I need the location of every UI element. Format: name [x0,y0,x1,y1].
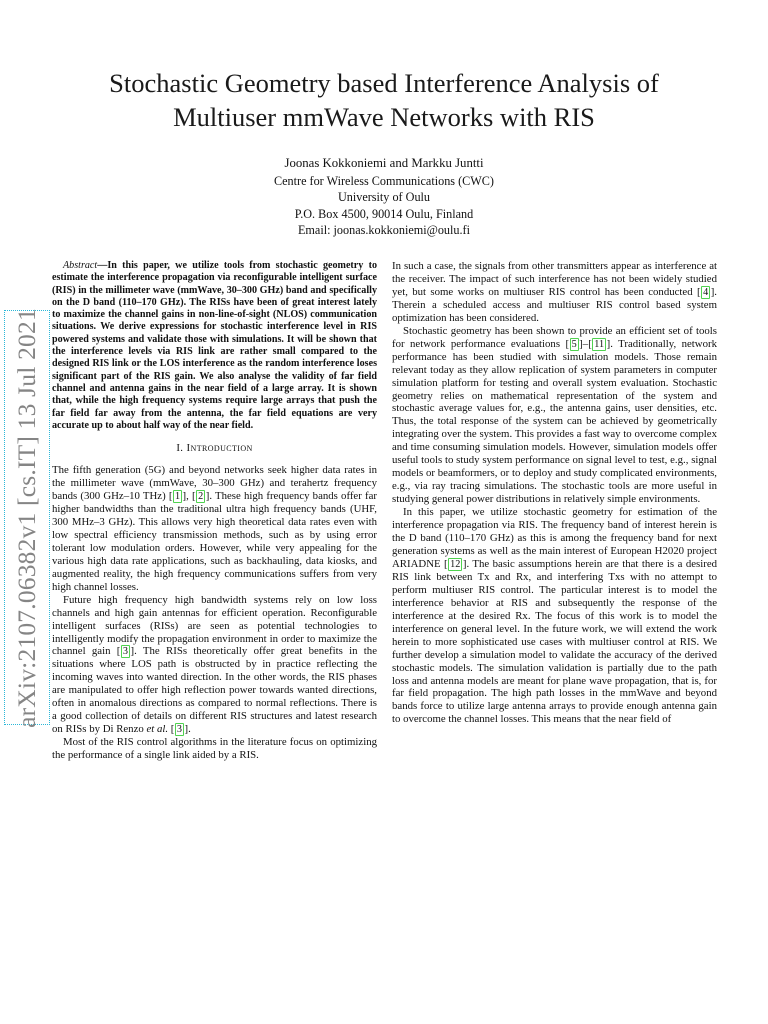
left-column [52,260,377,762]
arxiv-identifier[interactable]: arXiv:2107.06382v1 [cs.IT] 13 Jul 2021 [12,307,41,728]
paragraph-text: – [582,337,589,350]
citation-link[interactable]: 4 [703,286,709,298]
et-al-italic: et al. [146,723,169,736]
paragraph-text: In such a case, the signals from other transmitters appear as interference at the receiver. The impact of such interference has not been widely studied yet, but some works on multiuser RIS control has been conducted [392,260,717,298]
paragraph-text: . Therein a scheduled access and multiuser RIS control based system optimization has been considered. [392,285,717,324]
author-block [184,155,584,239]
section-heading-introduction [52,442,377,455]
paragraph-text: . Traditionally, network performance has been studied with simulation models. Those remain relevant today as they allow replication of system parameters in computer simulation platform for testing and overall system evaluation. Stochastic geometry relies on mathematical representation of the system and stochastic average values for, e.g., the antenna gains, user densities, etc. Thus, the total response of the system can be achieved by geometrically integrating over the system. This provides a fast way to overcome complex and time consuming simulation models. However, simulation models offer useful tools to study system performance on signal level to test, e.g., signal models or beamformers, or to deploy and study complicated environments, e.g., via ray tracing simulations. The stochastic tools are more useful in studying general power distributions in relatively simple environments. [392,337,717,506]
section-title: Introduction [186,442,253,455]
paragraph-text: . [188,723,191,736]
affiliation: Centre for Wireless Communications (CWC) [274,173,494,188]
intro-paragraph-4: Stochastic geometry has been shown to provide an efficient set of tools for network performance evaluations [ 5 ]–[ 11 ]. Traditionally, network performance has been studied with simulation models. Those remain relevant today as they allow replication of system parameters in computer simulation platform for testing and overall system evaluation. Stochastic geometry relies on mathematical representation of the system and stochastic average values for, e.g., the antenna gains, user densities, etc. Thus, the total response of the system can be achieved by geometrically integrating over the system. This provides a fast way to overcome complex and time consuming simulation models. However, simulation models offer useful tools to study system performance on signal level to test, e.g., signal models or beamformers, or to deploy and study complicated environments, e.g., via ray tracing simulations. The stochastic tools are more useful in studying general power distributions in relatively simple environments. [392,324,717,506]
citation-link[interactable]: 2 [198,491,204,503]
author-names: Joonas Kokkoniemi and Markku Juntti [284,156,484,170]
author-email: Email: joonas.kokkoniemi@oulu.fi [297,223,470,238]
citation-link[interactable]: 1 [174,491,181,503]
university: University of Oulu [337,190,431,205]
postal-address: P.O. Box 4500, 90014 Oulu, Finland [294,206,474,221]
paragraph-text: Stochastic geometry has been shown to provide an efficient set of tools for network performance evaluations [392,324,717,350]
paper-title [40,66,728,134]
paragraph-text: . These high frequency bands offer far higher bandwidths than the traditional ultra high frequency bands (UHF, 300 MHz–3 GHz). This allows very high theoretical data rates even with low spectral efficiency transmission methods, such as by using error tolerant low modulation orders. However, while very appealing for the various high data rate applications, such as backhauling, data kiosks, and augmented reality, the high frequency communications suffers from very high channel losses. [52,490,377,593]
abstract-label: Abstract [63,260,98,271]
intro-paragraph-1: The fifth generation (5G) and beyond networks seek higher data rates in the millimeter wave (mmWave, 30–300 GHz) and terahertz frequency bands (300 GHz–10 THz) [ 1 ], [ 2 ]. These high frequency bands offer far higher bandwidths than the traditional ultra high frequency bands (UHF, 300 MHz–3 GHz). This allows very high theoretical data rates even with low spectral efficiency transmission methods, such as by using error tolerant low modulation orders. However, while very appealing for the various high data rate applications, such as backhauling, data kiosks, and augmented reality, the high frequency communications suffers from very high channel losses. [52,464,377,593]
paragraph-text: . The RISs theoretically offer great benefits in the situations where LOS path is obstructed by in practice reflecting the incoming waves into wanted direction. In the other words, the RIS phases are manipulated to offer high reflection power towards wanted directions, often in anomalous directions as compared to normal reflections. There is a good collection of details on different RIS structures and latest research on RISs by Di Renzo [52,645,377,736]
title-line-2: Multiuser mmWave Networks with RIS [173,102,595,132]
intro-paragraph-3-continued: In such a case, the signals from other transmitters appear as interference at the receiver. The impact of such interference has not been widely studied yet, but some works on multiuser RIS control has been conducted [ 4 ]. Therein a scheduled access and multiuser RIS control based system optimization has been considered. [392,260,717,324]
section-numeral: I. [176,442,187,455]
intro-paragraph-3: Most of the RIS control algorithms in the literature focus on optimizing the performance of a single link aided by a RIS. [52,736,377,762]
arxiv-sidebar-stamp[interactable] [4,307,50,728]
abstract [52,260,377,432]
paragraph-text: In this paper, we utilize stochastic geometry for estimation of the interference propagation via RIS. The frequency band of interest herein is the D band (110–170 GHz) as this is among the frequency band for next generation systems as well as the main interest of European H2020 project ARIADNE [392,506,717,570]
paragraph-text [168,723,171,735]
citation-link[interactable]: 11 [594,338,605,350]
title-line-1: Stochastic Geometry based Interference Analysis of [109,68,659,98]
paragraph-text: The fifth generation (5G) and beyond networks seek higher data rates in the millimeter wave (mmWave, 30–300 GHz) and terahertz frequency bands (300 GHz–10 THz) [52,464,377,503]
abstract-text: —In this paper, we utilize tools from stochastic geometry to estimate the interference propagation via reconfigurable intelligent surface (RIS) in the millimeter wave (mmWave, 30–300 GHz) band and specifically on the D band (110–170 GHz). The RISs have been of great interest lately to maximize the channel gains in non-line-of-sight (NLOS) communication situations. We derive expressions for stochastic interference level in RIS powered systems and validate those with simulations. It will be shown that the interference levels via RIS link are rather small compared to the designed RIS link or the LOS interference as the random interference loses significant part of the RIS gain. We also analyse the validity of far field channel and antenna gains in the near field of a large array. It is shown that, while the high frequency systems require large arrays that push the far field far away from the antenna, the far field equations are very accurate up to about half way of the near field. [52,260,377,431]
intro-paragraph-5: In this paper, we utilize stochastic geometry for estimation of the interference propagation via RIS. The frequency band of interest herein is the D band (110–170 GHz) as this is among the frequency band for next generation systems as well as the main interest of European H2020 project ARIADNE [ 12 ]. The basic assumptions herein are that there is a desired RIS link between Tx and Rx, and interfering Txs with no attempt to perform multiuser RIS control. The particular interest is to model the interference behavior at RIS and subsequently the response of the interference at the desired Rx. The focus of this work is to model the interference on general level. In the future work, we will extend the work herein to more sophisticated use cases with multiuser control at RIS. We further develop a simulation model to validate the accuracy of the derived stochastic models. The simulation validation is partially due to the path loss and antenna models are meant for plane wave propagation, that is, for far field propagation. The high path losses in the mmWave and beyond bands force to utilize large antenna arrays to provide enough antenna gain to overcome the channel losses. This means that the near field of [392,506,718,726]
right-column [392,260,717,726]
citation-link[interactable]: 12 [450,558,461,570]
citation-link[interactable]: 5 [571,338,577,350]
paragraph-text: Future high frequency high bandwidth systems rely on low loss channels and high gain antennas for efficient operation. Reconfigurable intelligent surfaces (RISs) are seen as potential technologies to intelligently modify the propagation environment in order to maximize the channel gain [52,593,377,658]
citation-link[interactable]: 3 [176,724,182,736]
intro-paragraph-2: Future high frequency high bandwidth systems rely on low loss channels and high gain antennas for efficient operation. Reconfigurable intelligent surfaces (RISs) are seen as potential technologies to intelligently modify the propagation environment in order to maximize the channel gain [ 3 ]. The RISs theoretically offer great benefits in the situations where LOS path is obstructed by in practice reflecting the incoming waves into wanted direction. In the other words, the RIS phases are manipulated to offer high reflection power towards wanted directions, often in anomalous directions as compared to normal reflections. There is a good collection of details on different RIS structures and latest research on RISs by Di Renzo et al. [ 3 ]. [52,593,377,736]
paragraph-text: . The basic assumptions herein are that there is a desired RIS link between Tx and Rx, and interfering Txs with no attempt to perform multiuser RIS control. The particular interest is to model the interference behavior at RIS and subsequently the response of the interference at the desired Rx. The focus of this work is to model the interference on general level. In the future work, we will extend the work herein to more sophisticated use cases with multiuser control at RIS. We further develop a simulation model to validate the accuracy of the derived stochastic models. The simulation validation is partially due to the path loss and antenna models are meant for plane wave propagation, that is, for far field propagation. The high path losses in the mmWave and beyond bands force to utilize large antenna arrays to provide enough antenna gain to overcome the channel losses. This means that the near field of [392,557,718,726]
citation-link[interactable]: 3 [122,646,128,658]
paragraph-text: , [186,490,193,503]
